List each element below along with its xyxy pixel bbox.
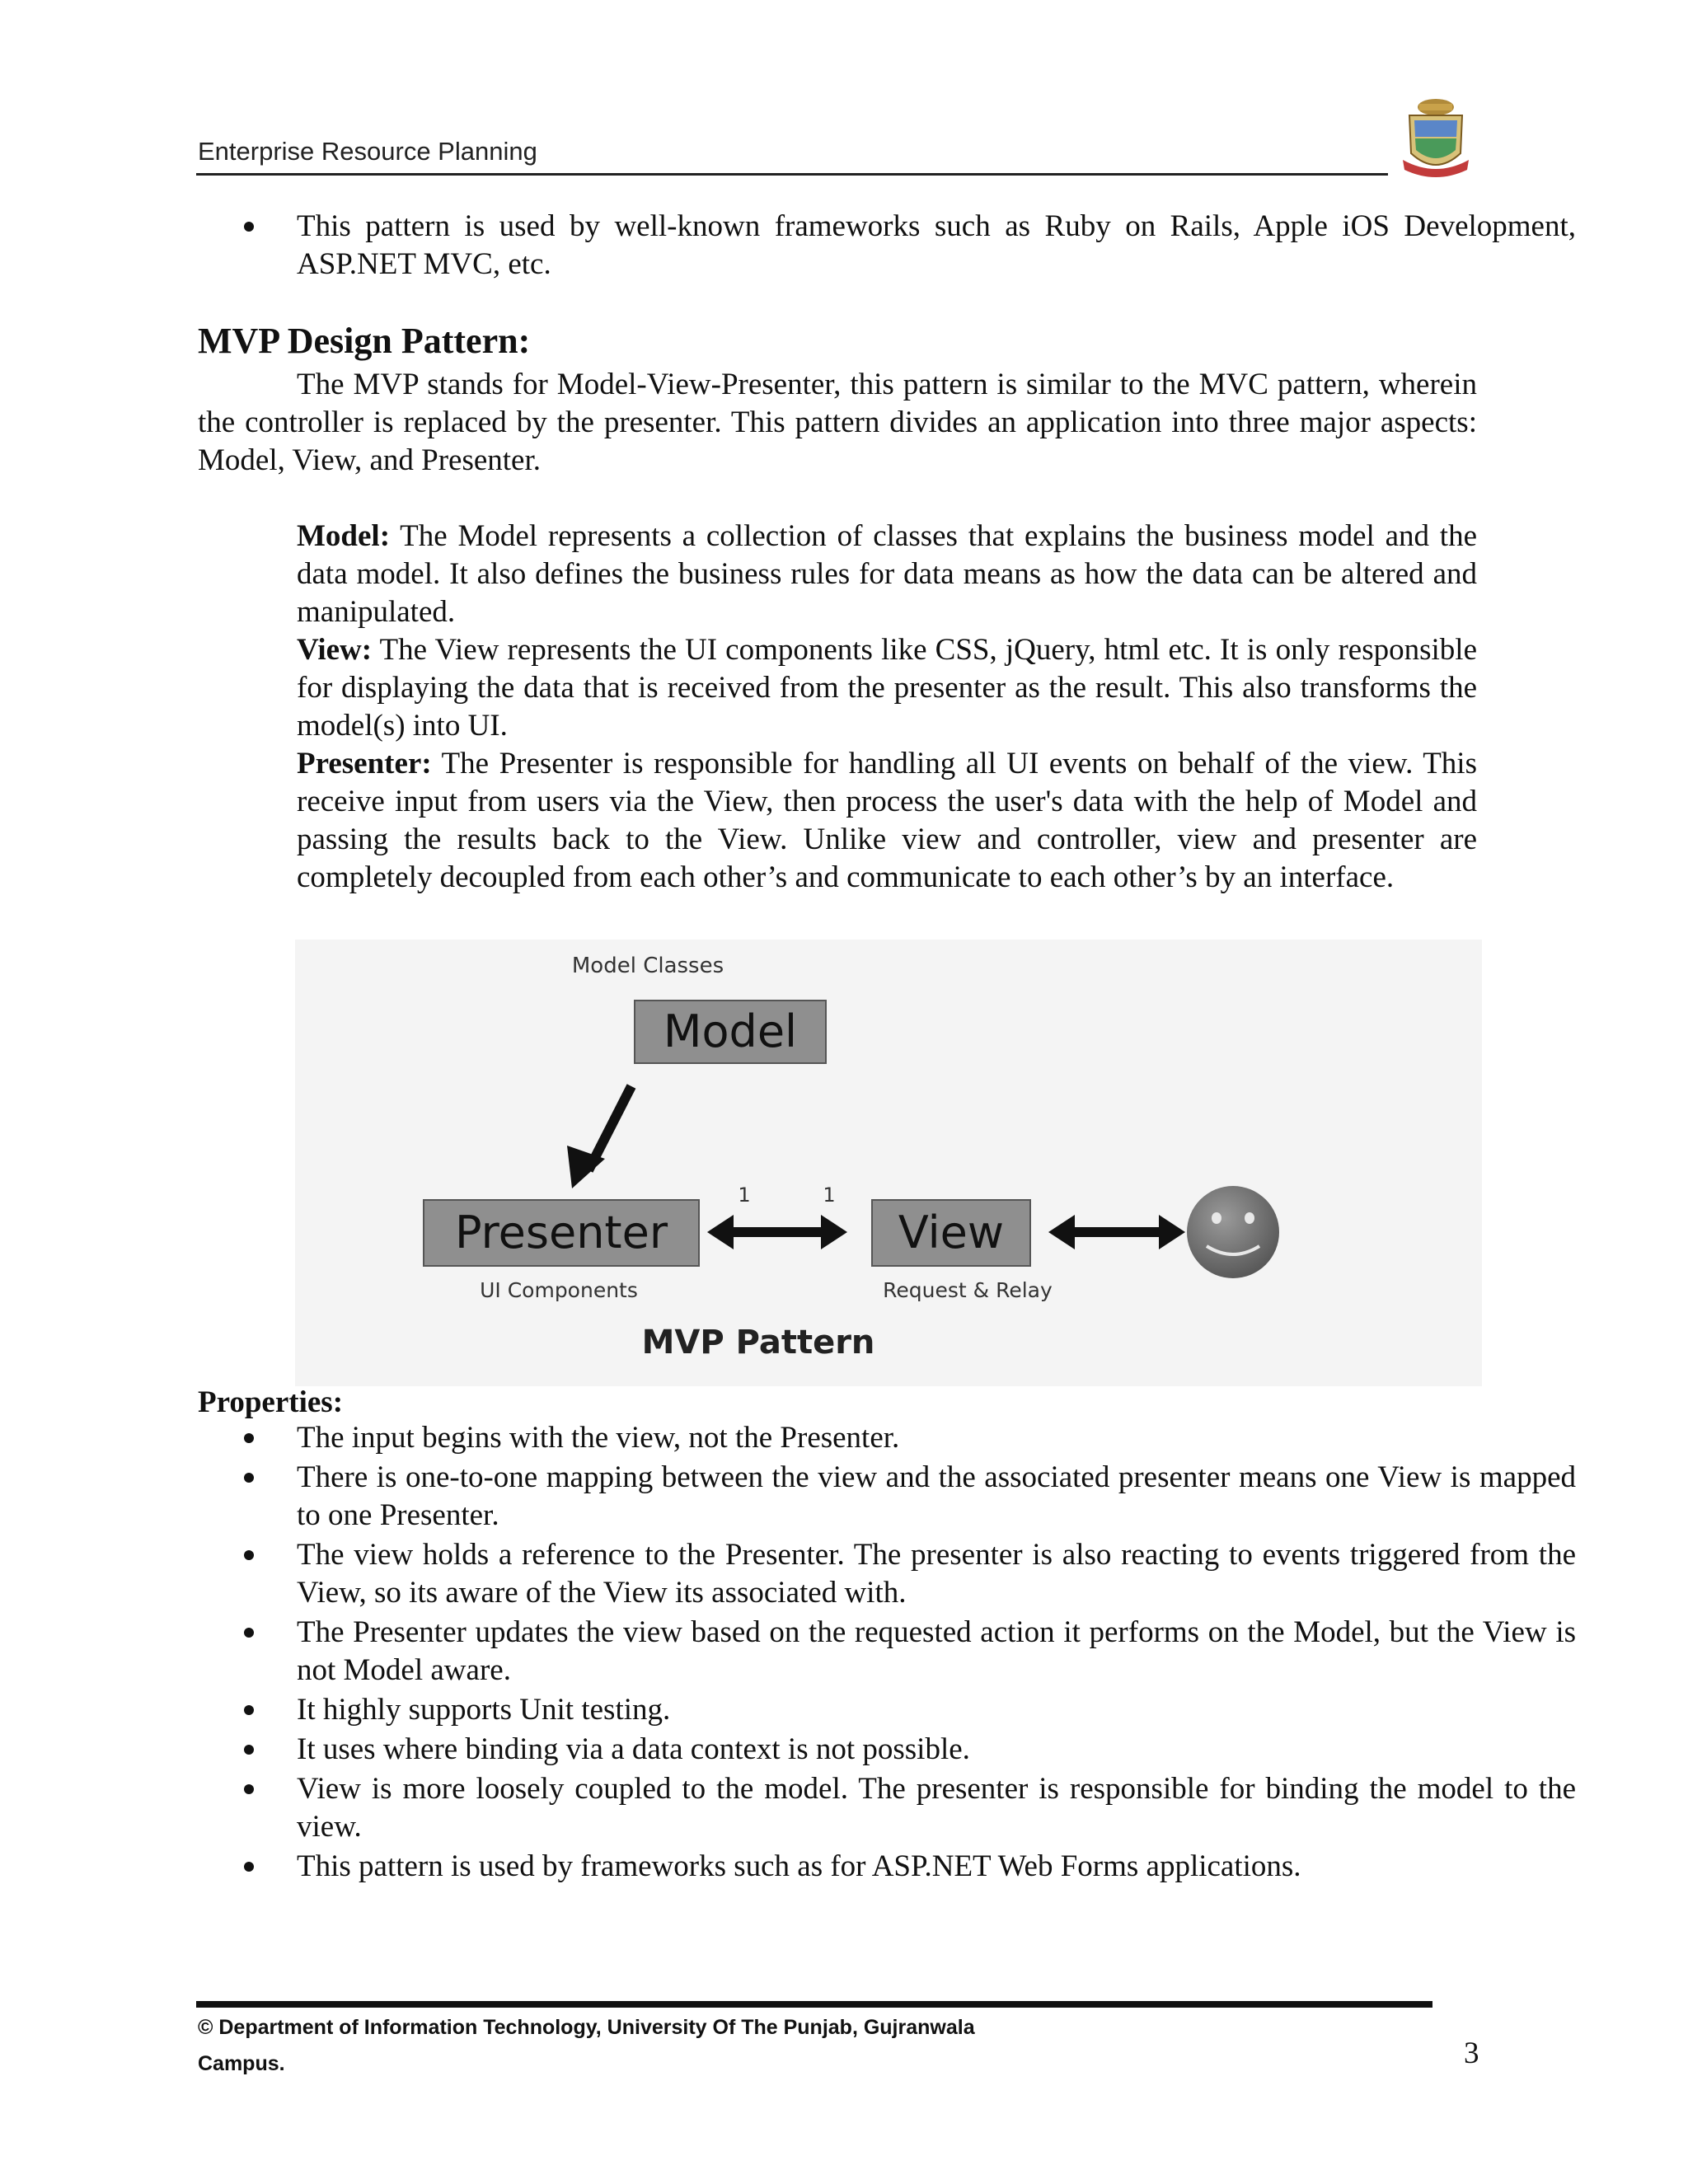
list-item — [198, 208, 1576, 284]
section-heading: MVP Design Pattern: — [198, 321, 531, 361]
mvp-diagram-svg — [295, 940, 1482, 1386]
presenter-label: Presenter — [454, 1207, 668, 1258]
bullet-dot — [244, 1862, 254, 1872]
definition-term: Model: — [297, 519, 391, 553]
header-rule — [196, 173, 1388, 176]
list-item — [198, 1731, 1576, 1769]
definition-text: The Presenter is responsible for handling all UI events on behalf of the view. This receive input from users via the View, then process the user's data with the help of Model and passing the results back to the View. Unlike view and controller, view and presenter are completely decoupled from each other’s and communicate to each other’s by an interface. — [297, 747, 1477, 894]
properties-heading: Properties: — [198, 1385, 344, 1419]
bullet-text: The view holds a reference to the Presenter. The presenter is also reacting to events triggered from the View, so its aware of the View its associated with. — [297, 1538, 1576, 1610]
bullet-text: View is more loosely coupled to the model. The presenter is responsible for binding the model to the view. — [297, 1772, 1576, 1844]
list-item — [198, 1419, 1576, 1457]
mvp-diagram — [295, 940, 1482, 1386]
bullet-text: It uses where binding via a data context is not possible. — [297, 1732, 970, 1766]
definition-view — [297, 631, 1477, 745]
definition-presenter — [297, 745, 1477, 897]
list-item — [198, 1848, 1576, 1886]
footer-line-2: Campus. — [198, 2052, 285, 2075]
bullet-dot — [244, 1784, 254, 1794]
view-caption: Request & Relay — [883, 1278, 1053, 1302]
definition-model — [297, 518, 1477, 631]
list-item — [198, 1536, 1576, 1612]
page-number: 3 — [1464, 2036, 1479, 2070]
bullet-dot — [244, 1433, 254, 1443]
top-bullet-list — [198, 208, 1576, 284]
bullet-dot — [244, 1473, 254, 1483]
bullet-text: The input begins with the view, not the Presenter. — [297, 1421, 900, 1455]
list-item — [198, 1614, 1576, 1690]
bullet-text: This pattern is used by frameworks such as for ASP.NET Web Forms applications. — [297, 1849, 1301, 1883]
multiplicity-left: 1 — [738, 1183, 751, 1207]
bullet-text: There is one-to-one mapping between the view and the associated presenter means one View is mapped to one Presenter. — [297, 1460, 1576, 1532]
diagram-title: MVP Pattern — [641, 1324, 875, 1361]
bullet-text: It highly supports Unit testing. — [297, 1693, 671, 1727]
definition-text: The View represents the UI components like CSS, jQuery, html etc. It is only responsible for displaying the data that is received from the presenter as the result. This also transforms the model(s) into UI. — [297, 633, 1477, 743]
section-intro: The MVP stands for Model-View-Presenter, this pattern is similar to the MVC pattern, wherein the controller is replaced by the presenter. This pattern divides an application into three major aspects: Model, View, and Presenter. — [198, 368, 1477, 477]
list-item — [198, 1770, 1576, 1846]
multiplicity-right: 1 — [823, 1183, 836, 1207]
bullet-text: The Presenter updates the view based on the requested action it performs on the Model, but the View is not Model aware. — [297, 1615, 1576, 1687]
footer-text — [198, 2009, 1269, 2082]
university-crest-logo — [1395, 96, 1477, 185]
arrowhead-icon — [707, 1215, 734, 1249]
model-label: Model — [663, 1005, 798, 1057]
properties-list — [198, 1419, 1576, 1886]
bullet-dot — [244, 1550, 254, 1560]
definition-text: The Model represents a collection of classes that explains the business model and the data model. It also defines the business rules for data means as how the data can be altered and manipulated. — [297, 519, 1477, 629]
model-caption: Model Classes — [571, 954, 724, 978]
list-item — [198, 1691, 1576, 1729]
arrowhead-icon — [821, 1215, 847, 1249]
bullet-dot — [244, 1705, 254, 1715]
user-smiley-icon — [1187, 1186, 1279, 1278]
presenter-caption: UI Components — [480, 1278, 638, 1302]
footer-rule — [196, 2001, 1432, 2008]
arrowhead-icon — [1159, 1215, 1185, 1249]
bullet-dot — [244, 222, 254, 232]
list-item — [198, 1459, 1576, 1535]
definition-term: View: — [297, 633, 373, 667]
bullet-dot — [244, 1745, 254, 1755]
footer-line-1: © Department of Information Technology, University Of The Punjab, Gujranwala — [198, 2016, 975, 2039]
header-title: Enterprise Resource Planning — [198, 137, 537, 166]
definitions-block — [297, 518, 1477, 897]
definition-term: Presenter: — [297, 747, 432, 780]
bullet-text: This pattern is used by well-known frameworks such as Ruby on Rails, Apple iOS Development, ASP.NET MVC, etc. — [297, 209, 1576, 281]
arrowhead-icon — [1048, 1215, 1075, 1249]
bullet-dot — [244, 1628, 254, 1638]
view-label: View — [898, 1207, 1005, 1258]
